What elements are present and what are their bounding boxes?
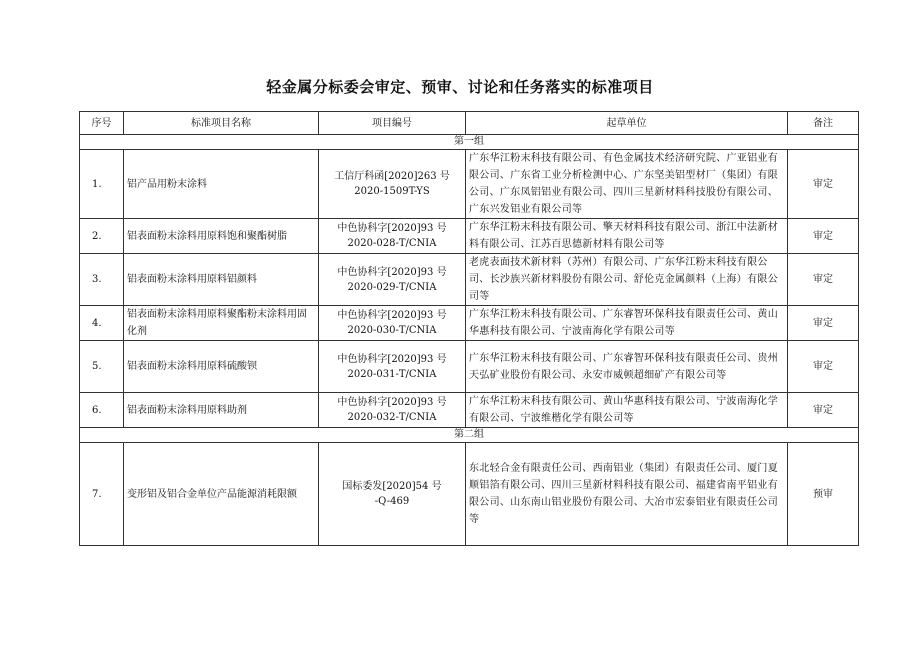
- row-index: 7.: [80, 443, 124, 546]
- row-index: 4.: [80, 306, 124, 341]
- header-note: 备注: [788, 112, 859, 135]
- header-name: 标准项目名称: [124, 112, 319, 135]
- row-name: 铝产品用粉末涂料: [124, 150, 319, 219]
- row-name: 铝表面粉末涂料用原料聚酯粉末涂料用固化剂: [124, 306, 319, 341]
- row-code: 中色协科字[2020]93 号 2020-029-T/CNIA: [319, 254, 466, 306]
- row-code-line: 2020-1509T-YS: [354, 186, 430, 197]
- row-index: 2.: [80, 219, 124, 254]
- row-drafter: 广东华江粉末科技有限公司、广东睿智环保科技有限责任公司、黄山华惠科技有限公司、宁波南海化学有限公司等: [466, 306, 788, 341]
- row-note: 预审: [788, 443, 859, 546]
- row-code: 中色协科字[2020]93 号 2020-028-T/CNIA: [319, 219, 466, 254]
- group-label: 第一组: [80, 135, 859, 150]
- group-row: [80, 428, 859, 443]
- header-index: 序号: [80, 112, 124, 135]
- row-code: 中色协科字[2020]93 号 2020-031-T/CNIA: [319, 341, 466, 393]
- row-index: 3.: [80, 254, 124, 306]
- row-note: 审定: [788, 341, 859, 393]
- row-drafter: 广东华江粉末科技有限公司、黄山华惠科技有限公司、宁波南海化学有限公司、宁波维楷化学有限公司等: [466, 393, 788, 428]
- row-index: 5.: [80, 341, 124, 393]
- header-code: 项目编号: [319, 112, 466, 135]
- page-title: 轻金属分标委会审定、预审、讨论和任务落实的标准项目: [266, 78, 654, 96]
- standards-table: [79, 111, 859, 546]
- row-drafter: 老虎表面技术新材料（苏州）有限公司、广东华江粉末科技有限公司、长沙族兴新材料股份有限公司、舒伦克金属颜料（上海）有限公司等: [466, 254, 788, 306]
- row-code: 中色协科字[2020]93 号 2020-030-T/CNIA: [319, 306, 466, 341]
- row-note: 审定: [788, 254, 859, 306]
- group-row: [80, 135, 859, 150]
- row-code: [319, 443, 466, 546]
- row-note: 审定: [788, 150, 859, 219]
- table-row: [80, 443, 859, 546]
- row-code: 中色协科字[2020]93 号 2020-032-T/CNIA: [319, 393, 466, 428]
- row-code-line: 国标委发[2020]54 号: [342, 481, 442, 492]
- row-name: 铝表面粉末涂料用原料饱和聚酯树脂: [124, 219, 319, 254]
- table-row: [80, 219, 859, 254]
- row-index: 1.: [80, 150, 124, 219]
- row-name: 铝表面粉末涂料用原料铝颜料: [124, 254, 319, 306]
- table-row: [80, 306, 859, 341]
- row-name: 铝表面粉末涂料用原料硫酸钡: [124, 341, 319, 393]
- row-index: 6.: [80, 393, 124, 428]
- table-row: [80, 341, 859, 393]
- header-drafter: 起草单位: [466, 112, 788, 135]
- row-note: 审定: [788, 219, 859, 254]
- table-row: [80, 393, 859, 428]
- row-name: 变形铝及铝合金单位产品能源消耗限额: [124, 443, 319, 546]
- row-note: 审定: [788, 393, 859, 428]
- group-label: 第二组: [80, 428, 859, 443]
- table-row: [80, 254, 859, 306]
- row-drafter: 广东华江粉末科技有限公司、广东睿智环保科技有限责任公司、贵州天弘矿业股份有限公司、永安市威顿超细矿产有限公司等: [466, 341, 788, 393]
- row-drafter: 广东华江粉末科技有限公司、擎天材料科技有限公司、浙江中法新材料有限公司、江苏百思德新材料有限公司等: [466, 219, 788, 254]
- table-header-row: [80, 112, 859, 135]
- row-drafter: 广东华江粉末科技有限公司、有色金属技术经济研究院、广亚铝业有限公司、广东省工业分析检测中心、广东坚美铝型材厂（集团）有限公司、广东凤铝铝业有限公司、四川三星新材料科技股份有限公司、广东兴发铝业有限公司等: [466, 150, 788, 219]
- row-drafter: 东北轻合金有限责任公司、西南铝业（集团）有限责任公司、厦门夏顺铝箔有限公司、四川三星新材料科技有限公司、福建省南平铝业有限公司、山东南山铝业股份有限公司、大冶市宏泰铝业有限责任公司等: [466, 443, 788, 546]
- row-code-line: -Q-469: [374, 496, 410, 507]
- row-code-line: 工信厅科函[2020]263 号: [334, 171, 450, 182]
- row-note: 审定: [788, 306, 859, 341]
- row-name: 铝表面粉末涂料用原料助剂: [124, 393, 319, 428]
- table-row: [80, 150, 859, 219]
- row-code: [319, 150, 466, 219]
